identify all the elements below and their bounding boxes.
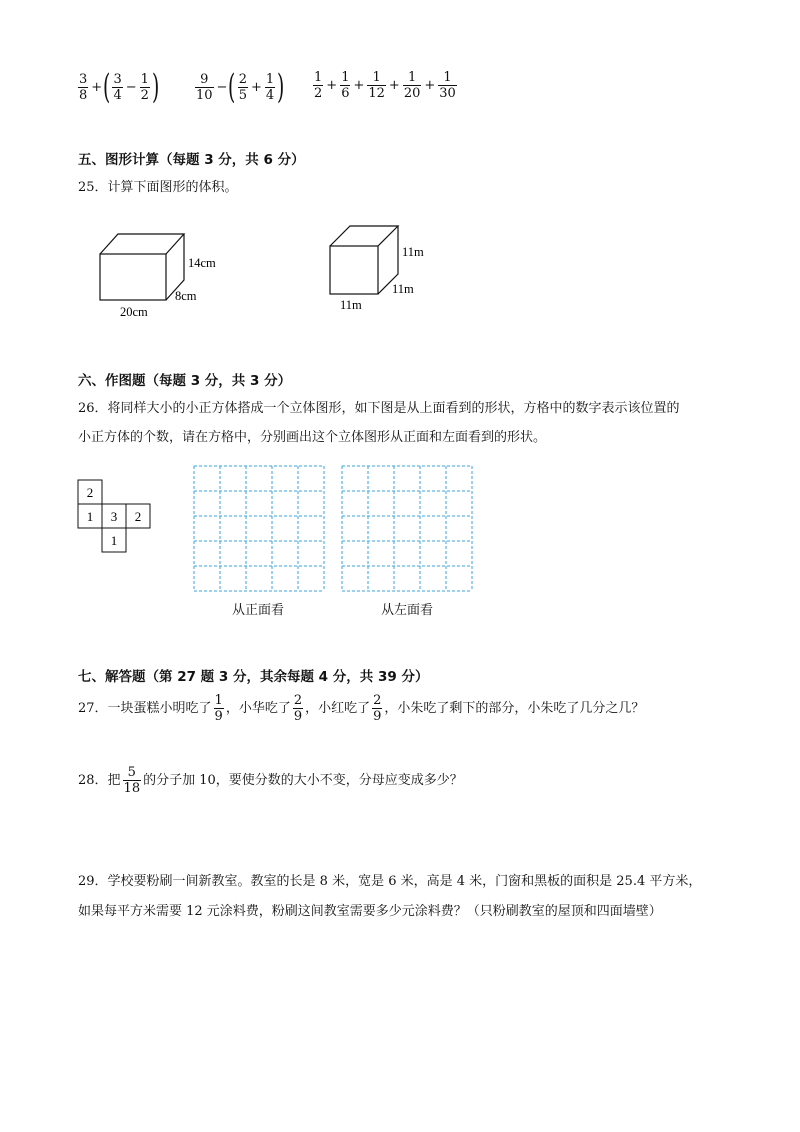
section-7-heading: 七、解答题（第 27 题 3 分，其余每题 4 分，共 39 分） — [78, 669, 429, 685]
cube-figure — [320, 218, 450, 318]
fraction: $\frac{1}{2}$ — [140, 71, 149, 103]
question-29-line-1: 29．学校要粉刷一间新教室。教室的长是 8 米，宽是 6 米，高是 4 米，门窗和黑板的面积是 25.4 平方米， — [78, 874, 702, 889]
plus-sign: + — [388, 78, 400, 93]
minus-sign: − — [125, 79, 137, 95]
plus-sign: + — [251, 79, 262, 95]
left-view-label: 从左面看 — [381, 603, 434, 618]
question-29-line-2: 如果每平方米需要 12 元涂料费，粉刷这间教室需要多少元涂料费？（只粉刷教室的屋顶和四面墙壁） — [78, 904, 662, 919]
plus-sign: + — [326, 78, 338, 93]
right-paren: ) — [151, 67, 160, 107]
top-view-count: 2 — [86, 485, 94, 500]
top-view-count: 3 — [110, 509, 118, 524]
left-paren: ( — [228, 67, 236, 107]
fraction: $\frac{1}{4}$ — [265, 71, 275, 103]
fraction: $\frac{1}{6}$ — [341, 70, 350, 101]
minus-sign: − — [216, 79, 228, 95]
cube-height-label: 11m — [402, 245, 424, 259]
fraction: $\frac{3}{8}$ — [79, 71, 88, 103]
fraction: $\frac{1}{12}$ — [368, 70, 385, 101]
cuboid-length-label: 20cm — [120, 305, 148, 319]
fraction: $\frac{5}{18}$ — [123, 765, 141, 796]
cube-depth-label: 11m — [392, 282, 414, 296]
cube-top-face — [330, 226, 398, 246]
plus-sign: + — [91, 79, 103, 95]
front-view-grid[interactable] — [193, 465, 325, 593]
top-view-count: 2 — [134, 509, 142, 524]
question-26-line-2: 小正方体的个数，请在方格中，分别画出这个立体图形从正面和左面看到的形状。 — [78, 430, 547, 445]
fraction: $\frac{2}{9}$ — [373, 693, 382, 724]
expression-3 — [311, 70, 459, 101]
cuboid-depth-label: 8cm — [175, 289, 197, 303]
plus-sign: + — [353, 78, 365, 93]
expression-2 — [193, 67, 285, 107]
top-view-count: 1 — [110, 533, 118, 548]
front-view-label: 从正面看 — [232, 603, 285, 618]
left-paren: ( — [103, 67, 111, 107]
cuboid-top-face — [100, 234, 184, 254]
cube-length-label: 11m — [340, 298, 362, 312]
expression-1 — [76, 67, 160, 107]
fraction: $\frac{3}{4}$ — [113, 71, 122, 103]
question-25: 25．计算下面图形的体积。 — [78, 180, 238, 195]
cube-front-face — [330, 246, 378, 294]
top-view-count: 1 — [86, 509, 94, 524]
fraction: $\frac{1}{30}$ — [439, 70, 456, 101]
right-paren: ) — [277, 67, 285, 107]
cuboid-front-face — [100, 254, 166, 300]
top-view-diagram — [76, 478, 156, 554]
cuboid-figure — [90, 222, 260, 322]
question-28: 28．把 $\frac{5}{18}$ 的分子加 10，要使分数的大小不变，分母应变成多少？ — [78, 765, 463, 796]
fraction: $\frac{1}{2}$ — [314, 70, 323, 101]
fraction: $\frac{1}{20}$ — [403, 70, 421, 101]
fraction: $\frac{2}{9}$ — [293, 693, 303, 724]
question-27: 27．一块蛋糕小明吃了 $\frac{1}{9}$ ，小华吃了 $\frac{2}{9}$ ，小红吃了 $\frac{2}{9}$ ，小朱吃了剩下的部分，小朱吃了几分之几？ — [78, 693, 645, 724]
section-6-heading: 六、作图题（每题 3 分，共 3 分） — [78, 373, 292, 389]
section-5-heading: 五、图形计算（每题 3 分，共 6 分） — [78, 152, 305, 168]
cuboid-height-label: 14cm — [188, 256, 216, 270]
fraction: $\frac{1}{9}$ — [214, 693, 223, 724]
plus-sign: + — [424, 78, 436, 93]
question-26-line-1: 26．将同样大小的小正方体搭成一个立体图形，如下图是从上面看到的形状，方格中的数字表示该位置的 — [78, 401, 680, 416]
fraction: $\frac{9}{10}$ — [196, 71, 213, 103]
fraction: $\frac{2}{5}$ — [238, 71, 247, 103]
left-view-grid[interactable] — [341, 465, 473, 593]
